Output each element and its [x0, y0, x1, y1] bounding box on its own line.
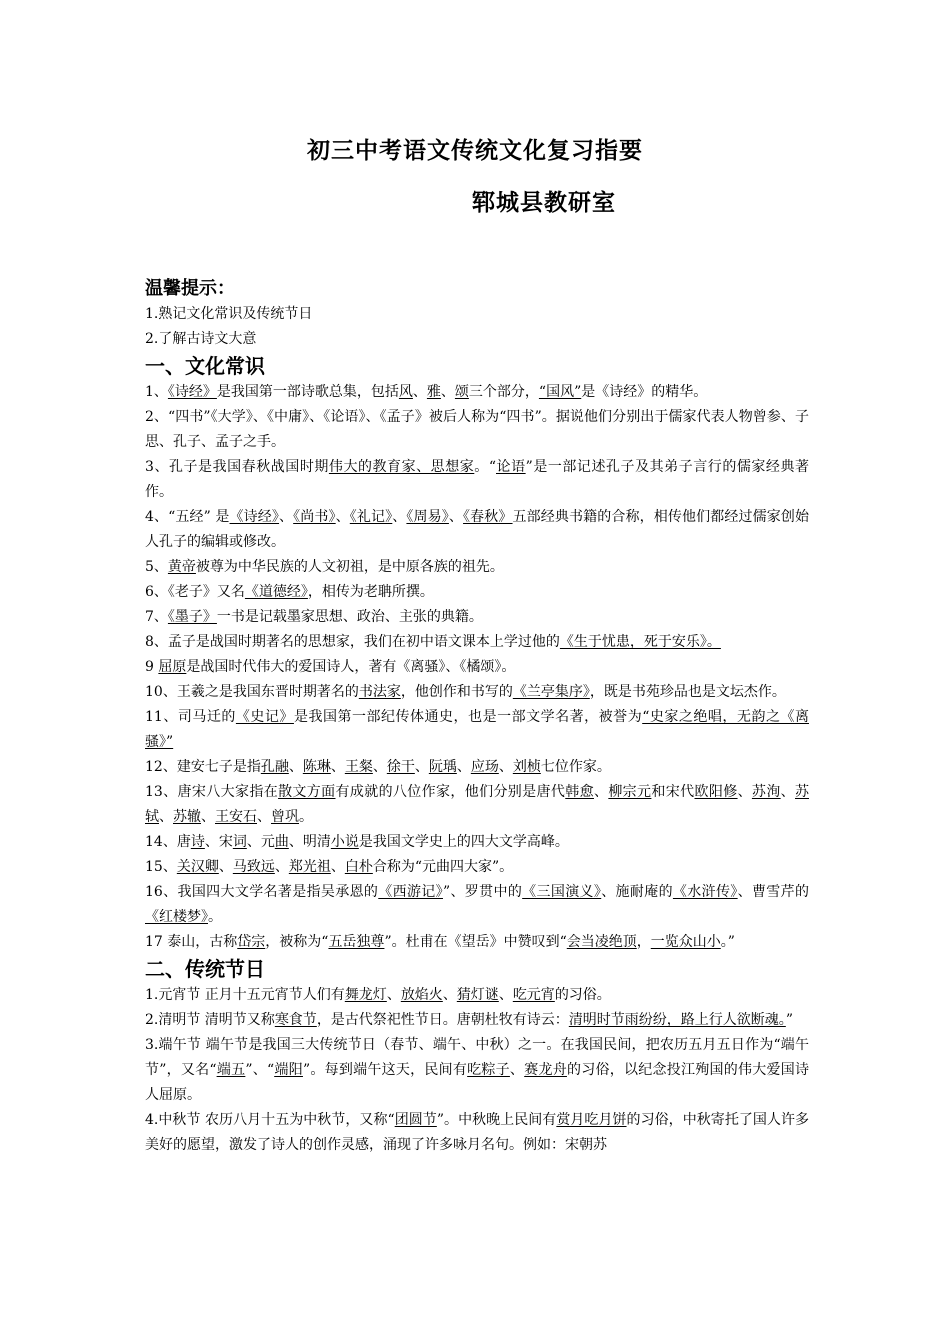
list-item — [145, 830, 809, 855]
text-segment: 是《诗经》的精华。 — [581, 384, 708, 400]
underlined-term: 韩愈 — [565, 784, 594, 800]
underlined-term: 《礼记》 — [349, 509, 393, 525]
text-segment: 、 — [330, 859, 345, 875]
underlined-term: 《诗经》 — [229, 509, 280, 525]
list-item — [145, 405, 809, 455]
text-segment: 13、唐宋八大家指在 — [145, 784, 279, 800]
list-item — [145, 983, 809, 1008]
underlined-term: 放焰火 — [400, 987, 443, 1003]
text-segment: 、 — [288, 759, 303, 775]
text-segment: 合称为“元曲四大家”。 — [372, 859, 514, 875]
text-segment: 、施耐庵的 — [601, 884, 673, 900]
underlined-term: 《周易》 — [406, 509, 449, 525]
underlined-term: 《红楼梦》 — [145, 909, 208, 925]
underlined-term: 《水浒传》 — [672, 884, 738, 900]
text-segment: 1.元宵节 正月十五元宵节人们有 — [145, 987, 345, 1003]
underlined-term: 《墨子》 — [167, 609, 217, 625]
text-segment: 有成就的八位作家，他们分别是唐代 — [335, 784, 566, 800]
list-item — [145, 1033, 809, 1108]
underlined-term: 王粲 — [344, 759, 373, 775]
text-segment: 、 — [737, 784, 752, 800]
text-segment: 三个部分， — [468, 384, 539, 400]
text-segment: ，是古代祭祀性节日。唐朝杜牧有诗云： — [316, 1012, 569, 1028]
underlined-term: 端阳 — [274, 1062, 303, 1078]
underlined-term: 刘桢 — [512, 759, 541, 775]
text-segment: ，相传为老聃所撰。 — [307, 584, 434, 600]
list-item — [145, 755, 809, 780]
text-segment: 、 — [279, 509, 294, 525]
text-segment: 一书是记载墨家思想、政治、主张的典籍。 — [216, 609, 483, 625]
underlined-term: 五岳独尊 — [328, 934, 385, 950]
text-segment: 3、孔子是我国春秋战国时期 — [145, 459, 329, 475]
text-segment: 。 — [299, 809, 313, 825]
underlined-term: 马致远 — [232, 859, 275, 875]
list-item — [145, 655, 809, 680]
underlined-term: 团圆节 — [394, 1112, 437, 1128]
underlined-term: 书法家 — [358, 684, 401, 700]
text-segment: 、 — [218, 859, 233, 875]
underlined-term: 赛龙舟 — [524, 1062, 567, 1078]
underlined-term: 一览众山小 — [650, 934, 721, 950]
underlined-term: 吃粽子 — [467, 1062, 510, 1078]
text-segment: 、 — [498, 987, 513, 1003]
text-segment: ”。每到端午这天，民间有 — [302, 1062, 468, 1078]
list-item — [145, 555, 809, 580]
text-segment: 3.端午节 端午节是我国三大传统节日（春节、端午、中秋）之一。在我国民间，把农历五月五日作为“端午节”，又名“ — [145, 1037, 809, 1078]
underlined-term: 《史记》 — [235, 709, 294, 725]
text-segment: 、 — [448, 509, 464, 525]
text-segment: 、 — [456, 759, 471, 775]
text-segment: 17 泰山，古称 — [145, 934, 238, 950]
text-segment: 、 — [201, 809, 215, 825]
underlined-term: 《西游记》 — [378, 884, 443, 900]
text-segment: ” — [785, 1012, 793, 1028]
list-item — [145, 380, 809, 405]
text-segment: 是战国时代伟大的爱国诗人，著有《离骚》、《橘颂》。 — [186, 659, 516, 675]
underlined-term: 词 — [232, 834, 247, 850]
text-segment: 、曹雪芹的 — [737, 884, 809, 900]
text-segment: 。” — [720, 934, 735, 950]
list-item — [145, 705, 809, 755]
list-item — [145, 505, 809, 555]
document-body — [145, 276, 809, 1158]
text-segment: ”、罗贯中的 — [442, 884, 523, 900]
list-item — [145, 455, 809, 505]
text-segment: 、 — [498, 759, 513, 775]
text-segment: ”。杜甫在《望岳》中赞叹到“ — [384, 934, 567, 950]
underlined-term: 赏月吃月饼 — [556, 1112, 627, 1128]
text-segment: 5、 — [145, 559, 168, 575]
list-item — [145, 880, 809, 930]
underlined-term: 关汉卿 — [176, 859, 219, 875]
text-segment: 五部经典书籍的合称，相传他们都经过儒家创始人孔子的编辑或修改。 — [145, 509, 810, 550]
underlined-term: 郑光祖 — [288, 859, 331, 875]
text-segment: 4.中秋节 农历八月十五为中秋节，又称“ — [145, 1112, 395, 1128]
underlined-term: 王安石 — [215, 809, 257, 825]
underlined-term: 颂 — [454, 384, 469, 400]
underlined-term: “史家之绝唱，无韵之《离骚》” — [145, 709, 809, 750]
text-segment: 16、我国四大文学名著是指吴承恩的 — [145, 884, 379, 900]
text-segment: 、 — [159, 809, 173, 825]
underlined-term: 风 — [398, 384, 413, 400]
underlined-term: 论语 — [496, 459, 526, 475]
text-segment: ”是一部记述孔子及其弟子言行的儒家经典著作。 — [145, 459, 810, 500]
list-item — [145, 1108, 809, 1158]
tip-line: 1.熟记文化常识及传统节日 — [145, 306, 313, 322]
section-heading: 二、传统节日 — [145, 957, 265, 981]
tip-line: 2.了解古诗文大意 — [145, 331, 257, 347]
text-segment: 。“ — [474, 459, 496, 475]
underlined-term: 会当凌绝顶 — [566, 934, 637, 950]
document-title: 初三中考语文传统文化复习指要 — [307, 138, 643, 164]
underlined-term: 诗 — [190, 834, 205, 850]
underlined-term: “国风” — [538, 384, 582, 400]
underlined-term: 清明时节雨纷纷，路上行人欲断魂。 — [568, 1012, 786, 1028]
underlined-term: 伟大的教育家、思想家 — [328, 459, 475, 475]
text-segment: 1、 — [145, 384, 168, 400]
text-segment: 4、“五经” 是 — [145, 509, 230, 525]
text-segment: 6、《老子》又名 — [145, 584, 245, 600]
underlined-term: 白朴 — [344, 859, 373, 875]
text-segment: 2.清明节 清明节又称 — [145, 1012, 275, 1028]
underlined-term: 吃元宵 — [512, 987, 555, 1003]
list-item — [145, 630, 809, 655]
text-segment: 的习俗。 — [554, 987, 611, 1003]
text-segment: 是我国第一部纪传体通史，也是一部文学名著，被誉为 — [293, 709, 643, 725]
underlined-term: 应玚 — [470, 759, 499, 775]
underlined-term: 陈琳 — [302, 759, 331, 775]
text-segment: 和宋代 — [651, 784, 695, 800]
underlined-term: 《春秋》 — [463, 509, 513, 525]
underlined-term: 曾巩 — [271, 809, 299, 825]
underlined-term: 小说 — [330, 834, 359, 850]
underlined-term: 《诗经》 — [167, 384, 217, 400]
sections-container — [145, 352, 809, 1158]
underlined-term: 欧阳修 — [694, 784, 738, 800]
text-segment: 、 — [335, 509, 350, 525]
underlined-term: 端五 — [216, 1062, 246, 1078]
underlined-term: 寒食节 — [274, 1012, 317, 1028]
underlined-term: 孔融 — [260, 759, 289, 775]
underlined-term: 苏辙 — [173, 809, 201, 825]
text-segment: ，他创作和书写的 — [400, 684, 513, 700]
text-segment: 、 — [330, 759, 345, 775]
text-segment: 、 — [509, 1062, 525, 1078]
underlined-term: 《尚书》 — [293, 509, 336, 525]
text-segment: 2、“四书”《大学》、《中庸》、《论语》、《孟子》被后人称为“四书”。据说他们分别出于儒家代表人物曾参、子思、孔子、孟子之手。 — [145, 409, 809, 450]
underlined-term: 阮瑀 — [428, 759, 457, 775]
text-segment: 的习俗，中秋寄托了国人许多美好的愿望，激发了诗人的创作灵感，涌现了许多咏月名句。例如：宋朝苏 — [145, 1112, 810, 1153]
underlined-term: 苏洵 — [751, 784, 781, 800]
text-segment: 8、孟子是战国时期著名的思想家，我们在初中语文课本上学过他的 — [145, 634, 560, 650]
text-segment: 七位作家。 — [540, 759, 611, 775]
text-segment: 是我国文学史上的四大文学高峰。 — [358, 834, 569, 850]
underlined-term: 猜灯谜 — [456, 987, 499, 1003]
text-segment: ”、“ — [245, 1062, 275, 1078]
text-segment: 10、王羲之是我国东晋时期著名的 — [145, 684, 359, 700]
text-segment: 、 — [414, 759, 429, 775]
text-segment: 、 — [386, 987, 401, 1003]
text-segment: 15、 — [145, 859, 177, 875]
underlined-term: 屈原 — [158, 659, 187, 675]
underlined-term: 散文方面 — [278, 784, 336, 800]
text-segment: 、 — [593, 784, 609, 800]
text-segment: 14、唐 — [145, 834, 191, 850]
underlined-term: 《生于忧患，死于安乐》。 — [559, 634, 721, 650]
text-segment: 、 — [780, 784, 795, 800]
tips-heading: 温馨提示： — [145, 278, 235, 299]
underlined-term: 《道德经》 — [244, 584, 308, 600]
list-item — [145, 855, 809, 880]
text-segment: 、 — [257, 809, 271, 825]
text-segment: 、 — [372, 759, 387, 775]
text-segment: 、 — [274, 859, 289, 875]
underlined-term: 岱宗 — [237, 934, 266, 950]
underlined-term: 雅 — [426, 384, 441, 400]
text-segment: 是我国第一部诗歌总集，包括 — [216, 384, 399, 400]
list-item — [145, 1008, 809, 1033]
text-segment: 7、 — [145, 609, 168, 625]
text-segment: ， — [636, 934, 651, 950]
text-segment: 11、司马迁的 — [145, 709, 236, 725]
list-item — [145, 930, 809, 955]
text-segment: 。 — [208, 909, 222, 925]
underlined-term: 曲 — [274, 834, 289, 850]
underlined-term: 徐干 — [386, 759, 415, 775]
text-segment: 、 — [440, 384, 455, 400]
text-segment: 、宋 — [204, 834, 233, 850]
list-item — [145, 780, 809, 830]
text-segment: 、 — [442, 987, 457, 1003]
underlined-term: 柳宗元 — [608, 784, 652, 800]
underlined-term: 《兰亭集序》 — [512, 684, 590, 700]
text-segment: ，被称为“ — [265, 934, 329, 950]
text-segment: 、 — [412, 384, 427, 400]
text-segment: 、元 — [246, 834, 275, 850]
underlined-term: 《三国演义》 — [522, 884, 602, 900]
text-segment: 9 — [145, 659, 159, 675]
list-item — [145, 680, 809, 705]
text-segment: 、明清 — [288, 834, 331, 850]
underlined-term: 苏轼 — [145, 784, 809, 825]
text-segment: ，既是书苑珍品也是文坛杰作。 — [589, 684, 786, 700]
underlined-term: 舞龙灯 — [344, 987, 387, 1003]
section-heading: 一、文化常识 — [145, 354, 265, 378]
document-author: 郓城县教研室 — [472, 190, 616, 216]
list-item — [145, 580, 809, 605]
underlined-term: 黄帝 — [167, 559, 196, 575]
text-segment: 、 — [392, 509, 407, 525]
text-segment: 被尊为中华民族的人文初祖，是中原各族的祖先。 — [195, 559, 504, 575]
text-segment: 12、建安七子是指 — [145, 759, 261, 775]
text-segment: ”。中秋晚上民间有 — [436, 1112, 557, 1128]
text-segment: 的习俗，以纪念投江殉国的伟大爱国诗人屈原。 — [145, 1062, 810, 1103]
list-item — [145, 605, 809, 630]
